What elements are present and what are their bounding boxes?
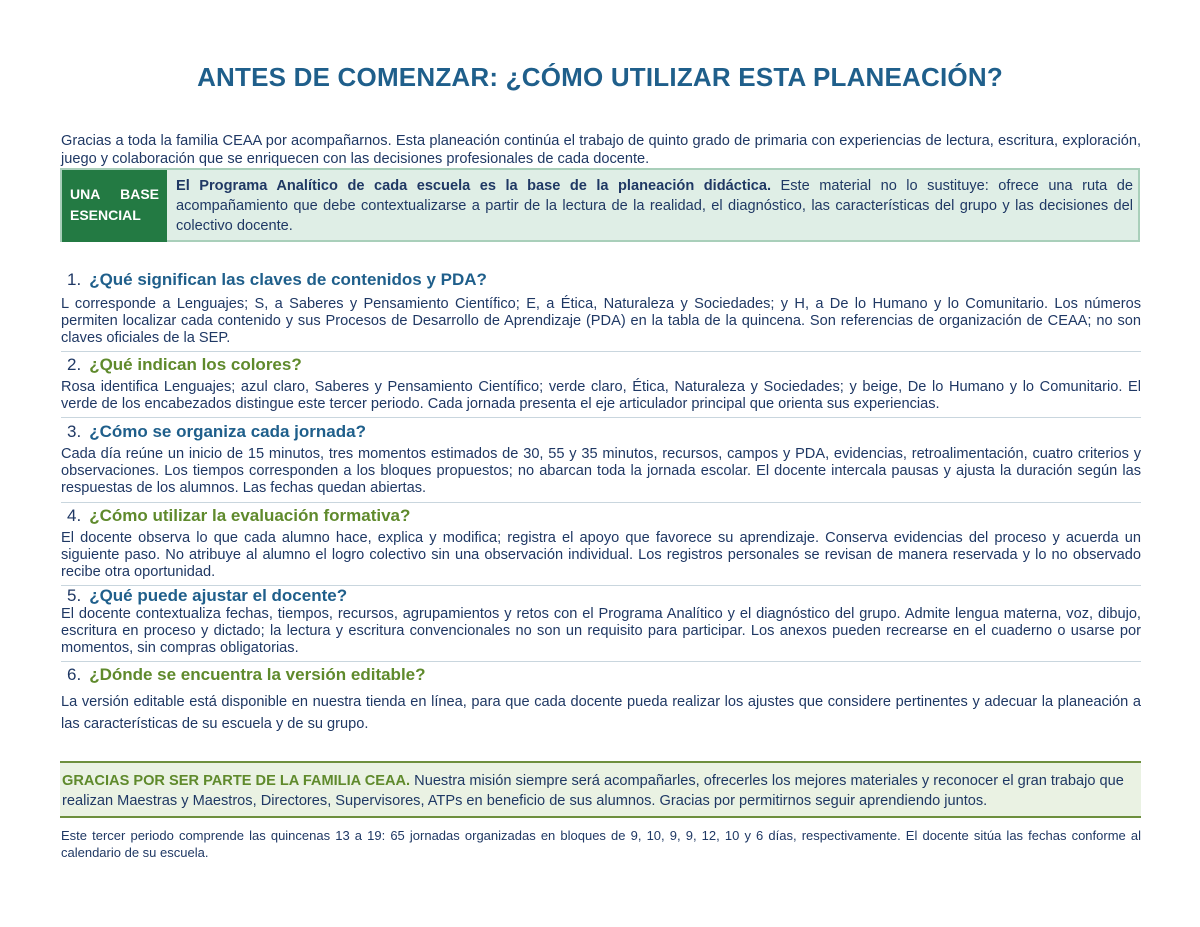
period-note: Este tercer periodo comprende las quincenas 13 a 19: 65 jornadas organizadas en bloques de 9, 10, 9, 9, 12, 10 y 6 días, respectivamente. El docente sitúa las fechas conforme al calendario de su escuela. bbox=[61, 828, 1141, 860]
section-5-heading bbox=[61, 586, 1141, 606]
divider bbox=[61, 417, 1141, 418]
section-4-question: ¿Cómo utilizar la evaluación formativa? bbox=[89, 506, 411, 525]
section-3-number: 3. bbox=[67, 422, 82, 441]
section-1-question: ¿Qué significan las claves de contenidos y PDA? bbox=[89, 270, 487, 289]
section-4-heading bbox=[61, 506, 1141, 526]
base-tag-word-2: BASE bbox=[120, 186, 159, 202]
section-4 bbox=[61, 506, 1141, 582]
base-callout-rest: Este material no lo sustituye: ofrece una ruta de acompañamiento que debe contextualizarse a partir de la lectura de la realidad, el diagnóstico, las características del grupo y las decisiones del colectivo docente. bbox=[176, 178, 1134, 234]
thanks-text: Nuestra misión siempre será acompañarles, ofrecerles los mejores materiales y reconocer el gran trabajo que realizan Maestras y Maestros, Directores, Supervisores, ATPs en beneficio de sus alumnos. Gracias por permitirnos seguir aprendiendo juntos. bbox=[62, 773, 1124, 809]
page-title: ANTES DE COMENZAR: ¿CÓMO UTILIZAR ESTA PLANEACIÓN? bbox=[197, 62, 1003, 92]
section-5 bbox=[61, 586, 1141, 658]
thanks-bold: GRACIAS POR SER PARTE DE LA FAMILIA CEAA. bbox=[62, 773, 411, 789]
section-1 bbox=[61, 270, 1141, 348]
section-1-body: L corresponde a Lenguajes; S, a Saberes y Pensamiento Científico; E, a Ética, Naturaleza y Sociedades; y H, a De lo Humano y lo Comunitario. Los números permiten localizar cada contenido y sus Procesos de Desarrollo de Aprendizaje (PDA) en la tabla de la quincena. Son referencias de organización de CEAA; no son claves oficiales de la SEP. bbox=[61, 296, 1141, 347]
section-6-body: La versión editable está disponible en nuestra tienda en línea, para que cada docente pueda realizar los ajustes que considere pertinentes y adecuar la planeación a las características de su escuela y de su grupo. bbox=[61, 694, 1141, 732]
divider bbox=[61, 661, 1141, 662]
section-1-heading bbox=[61, 270, 1141, 290]
section-5-number: 5. bbox=[67, 586, 82, 605]
section-6-number: 6. bbox=[67, 665, 82, 684]
section-2-number: 2. bbox=[67, 355, 82, 374]
section-3-question: ¿Cómo se organiza cada jornada? bbox=[89, 422, 366, 441]
divider bbox=[61, 351, 1141, 352]
section-3 bbox=[61, 422, 1141, 498]
base-callout-text bbox=[176, 176, 1133, 236]
section-5-body: El docente contextualiza fechas, tiempos, recursos, agrupamientos y retos con el Programa Analítico y el diagnóstico del grupo. Admite lengua materna, voz, dibujo, escritura en proceso y dictado; la lectura y escritura convencionales no son un requisito para participar. Los anexos pueden recrearse en el cuaderno o usarse por momentos, sin compras obligatorias. bbox=[61, 606, 1141, 657]
base-tag bbox=[62, 170, 167, 242]
section-4-body: El docente observa lo que cada alumno hace, explica y modifica; registra el apoyo que favorece su aprendizaje. Conserva evidencias del proceso y acuerda un siguiente paso. No atribuye al alumno el logro colectivo sin una observación individual. Los registros personales se revisan de manera reservada y lo no observado recibe otra oportunidad. bbox=[61, 530, 1141, 581]
intro-paragraph: Gracias a toda la familia CEAA por acompañarnos. Esta planeación continúa el trabajo de quinto grado de primaria con experiencias de lectura, escritura, exploración, juego y colaboración que se enriquecen con las decisiones profesionales de cada docente. bbox=[61, 133, 1141, 167]
section-1-number: 1. bbox=[67, 270, 82, 289]
section-2-heading bbox=[61, 355, 1141, 375]
section-4-number: 4. bbox=[67, 506, 82, 525]
section-2-body: Rosa identifica Lenguajes; azul claro, Saberes y Pensamiento Científico; verde claro, Ética, Naturaleza y Sociedades; y beige, De lo Humano y lo Comunitario. El verde de los encabezados distingue este tercer periodo. Cada jornada presenta el eje articulador principal que orienta sus experiencias. bbox=[61, 379, 1141, 413]
section-2-question: ¿Qué indican los colores? bbox=[89, 355, 302, 374]
base-callout bbox=[60, 168, 1140, 242]
base-callout-bold: El Programa Analítico de cada escuela es la base de la planeación didáctica. bbox=[176, 178, 772, 194]
base-tag-word-1: UNA bbox=[70, 186, 101, 202]
section-6-heading bbox=[61, 665, 1141, 685]
base-tag-word-3: ESENCIAL bbox=[70, 207, 141, 223]
section-2 bbox=[61, 355, 1141, 413]
divider bbox=[61, 502, 1141, 503]
section-6-question: ¿Dónde se encuentra la versión editable? bbox=[89, 665, 426, 684]
section-6 bbox=[61, 665, 1141, 735]
section-5-question: ¿Qué puede ajustar el docente? bbox=[89, 586, 348, 605]
section-3-body: Cada día reúne un inicio de 15 minutos, tres momentos estimados de 30, 55 y 35 minutos, recursos, campos y PDA, evidencias, retroalimentación, cuatro criterios y observaciones. Los tiempos corresponden a los bloques propuestos; no abarcan toda la jornada escolar. El docente intercala pausas y ajusta la duración según las respuestas de los alumnos. Las fechas quedan abiertas. bbox=[61, 446, 1141, 497]
section-3-heading bbox=[61, 422, 1141, 442]
thanks-banner bbox=[60, 761, 1141, 818]
